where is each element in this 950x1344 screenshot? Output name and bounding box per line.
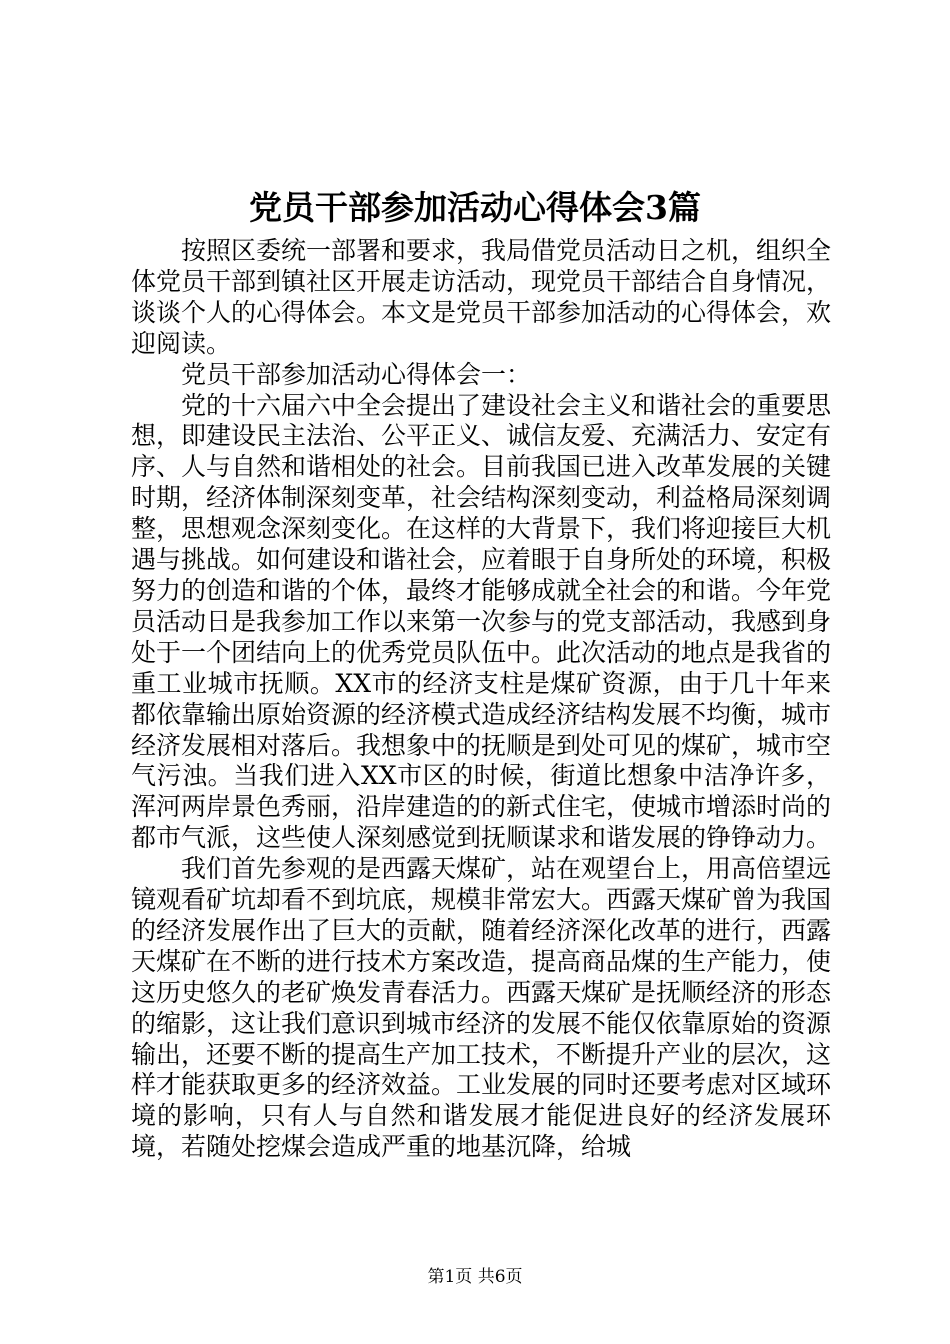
document-title: 党员干部参加活动心得体会3篇 xyxy=(249,188,701,227)
document-body xyxy=(131,236,831,1163)
paragraph-body-1: 党的十六届六中全会提出了建设社会主义和谐社会的重要思想，即建设民主法治、公平正义、诚信友爱、充满活力、安定有序、人与自然和谐相处的社会。目前我国已进入改革发展的关键时期，经济体制深刻变革，社会结构深刻变动，利益格局深刻调整，思想观念深刻变化。在这样的大背景下，我们将迎接巨大机遇与挑战。如何建设和谐社会，应着眼于自身所处的环境，积极努力的创造和谐的个体，最终才能够成就全社会的和谐。今年党员活动日是我参加工作以来第一次参与的党支部活动，我感到身处于一个团结向上的优秀党员队伍中。此次活动的地点是我省的重工业城市抚顺。XX市的经济支柱是煤矿资源，由于几十年来都依靠输出原始资源的经济模式造成经济结构发展不均衡，城市经济发展相对落后。我想象中的抚顺是到处可见的煤矿，城市空气污浊。当我们进入XX市区的时候，街道比想象中洁净许多，浑河两岸景色秀丽，沿岸建造的的新式住宅，使城市增添时尚的都市气派，这些使人深刻感觉到抚顺谋求和谐发展的铮铮动力。 xyxy=(131,390,832,853)
paragraph-body-2: 我们首先参观的是西露天煤矿，站在观望台上，用高倍望远镜观看矿坑却看不到坑底，规模非常宏大。西露天煤矿曾为我国的经济发展作出了巨大的贡献，随着经济深化改革的进行，西露天煤矿在不断的进行技术方案改造，提高商品煤的生产能力，使这历史悠久的老矿焕发青春活力。西露天煤矿是抚顺经济的形态的缩影，这让我们意识到城市经济的发展不能仅依靠原始的资源输出，还要不断的提高生产加工技术，不断提升产业的层次，这样才能获取更多的经济效益。工业发展的同时还要考虑对区域环境的影响，只有人与自然和谐发展才能促进良好的经济发展环境，若随处挖煤会造成严重的地基沉降，给城 xyxy=(131,854,832,1162)
paragraph-intro: 按照区委统一部署和要求，我局借党员活动日之机，组织全体党员干部到镇社区开展走访活动，现党员干部结合自身情况，谈谈个人的心得体会。本文是党员干部参加活动的心得体会，欢迎阅读。 xyxy=(131,236,832,358)
page-footer: 第1页 共6页 xyxy=(427,1267,523,1287)
paragraph-section-heading: 党员干部参加活动心得体会一： xyxy=(181,359,532,389)
